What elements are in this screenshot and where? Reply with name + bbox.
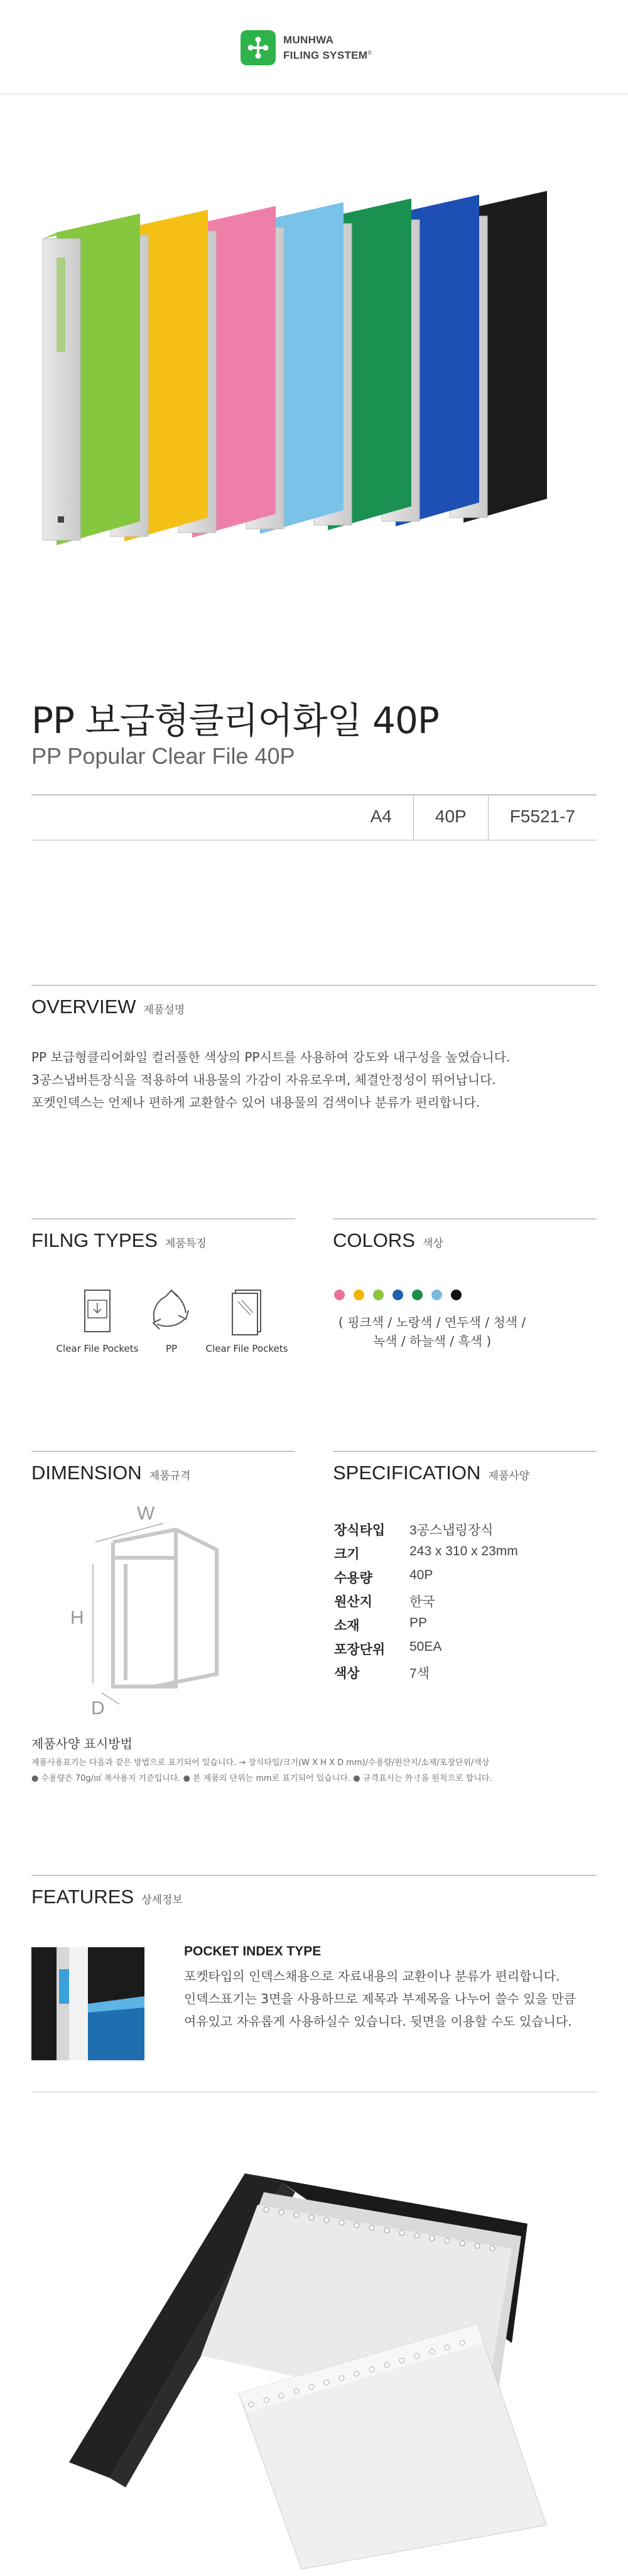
filing-type-label: Clear File Pockets bbox=[56, 1343, 139, 1354]
spec-row bbox=[334, 1568, 518, 1592]
spec-value: 40P bbox=[409, 1568, 433, 1582]
filing-types-title: FILNG TYPES bbox=[31, 1229, 158, 1251]
product-spec-strip bbox=[349, 795, 597, 840]
features-title: FEATURES bbox=[31, 1886, 134, 1908]
registered-mark: ® bbox=[367, 50, 372, 57]
overview-body bbox=[31, 1046, 510, 1114]
dim-w-label: W bbox=[137, 1504, 155, 1524]
pocket-icon bbox=[80, 1288, 115, 1337]
open-binder-illustration bbox=[0, 2136, 628, 2573]
color-swatch bbox=[373, 1290, 384, 1300]
color-swatch bbox=[334, 1290, 345, 1300]
hero-product-image bbox=[0, 94, 628, 603]
overview-title: OVERVIEW bbox=[31, 996, 136, 1018]
filing-type-label: PP bbox=[165, 1343, 178, 1354]
logo-text bbox=[283, 33, 372, 62]
dimension-diagram bbox=[57, 1504, 239, 1718]
color-swatch bbox=[354, 1290, 364, 1300]
divider bbox=[333, 1451, 597, 1452]
features-subtitle: 상세정보 bbox=[141, 1894, 183, 1906]
spec-key: 크기 bbox=[334, 1546, 360, 1562]
spec-key: 포장단위 bbox=[334, 1642, 386, 1657]
site-header bbox=[0, 0, 628, 94]
divider bbox=[31, 1875, 597, 1876]
spec-value: 한국 bbox=[409, 1595, 435, 1609]
spec-row bbox=[334, 1520, 518, 1544]
dimension-heading bbox=[31, 1462, 190, 1484]
dimension-subtitle: 제품규격 bbox=[149, 1470, 191, 1482]
feature-thumbnail bbox=[31, 1947, 144, 2060]
overview-line-1: PP 보급형클리어화일 컬러풀한 색상의 PP시트를 사용하여 강도와 내구성을 높였습니다. bbox=[31, 1050, 511, 1065]
color-swatch bbox=[431, 1290, 442, 1300]
overview-line-2: 3공스냅버튼장식을 적용하여 내용물의 가감이 자유로우며, 체결안정성이 뛰어납니다. bbox=[31, 1072, 496, 1087]
colors-heading bbox=[333, 1229, 443, 1252]
spec-value: 3공스냅링장식 bbox=[409, 1523, 494, 1538]
colors-list bbox=[332, 1313, 533, 1350]
spec-row bbox=[334, 1616, 518, 1639]
spec-row bbox=[334, 1663, 518, 1687]
spec-notes-heading: 제품사양 표시방법 bbox=[31, 1736, 133, 1751]
pocket-index-photo bbox=[31, 1947, 144, 2060]
colors-line-2: 녹색 / 하늘색 / 흑색 ) bbox=[372, 1334, 492, 1349]
colors-title: COLORS bbox=[333, 1229, 415, 1251]
brand-logo[interactable] bbox=[241, 30, 372, 65]
feature-item-body bbox=[184, 1965, 598, 2033]
dimension-title: DIMENSION bbox=[31, 1462, 142, 1484]
product-title-korean: PP 보급형클리어화일 40P bbox=[31, 699, 439, 742]
feature-line-3: 여유있고 자유롭게 사용하실수 있습니다. 뒷면을 이용할 수도 있습니다. bbox=[184, 2014, 572, 2029]
colors-subtitle: 색상 bbox=[422, 1237, 443, 1250]
binder-lineup-illustration bbox=[0, 94, 628, 603]
divider bbox=[31, 985, 597, 986]
dim-h-label: H bbox=[70, 1607, 84, 1628]
specification-subtitle: 제품사양 bbox=[488, 1470, 530, 1482]
spec-key: 원산지 bbox=[334, 1594, 372, 1609]
product-title-english: PP Popular Clear File 40P bbox=[31, 743, 295, 769]
spec-value: 7색 bbox=[409, 1666, 430, 1681]
logo-line-2-text: FILING SYSTEM bbox=[283, 49, 368, 62]
feature-line-2: 인덱스표기는 3면을 사용하므로 제목과 부제목을 나누어 쓸수 있을 만큼 bbox=[184, 1991, 576, 2006]
spec-size: A4 bbox=[370, 807, 392, 826]
spec-capacity: 40P bbox=[413, 795, 488, 840]
logo-mark-icon bbox=[241, 30, 276, 65]
feature-line-1: 포켓타입의 인덱스채용으로 자료내용의 교환이나 분류가 편리합니다. bbox=[184, 1969, 560, 1984]
overview-subtitle: 제품설명 bbox=[143, 1004, 185, 1016]
spec-row bbox=[334, 1544, 518, 1568]
colors-line-1: ( 핑크색 / 노랑색 / 연두색 / 청색 / bbox=[338, 1315, 526, 1330]
recycle-icon bbox=[147, 1288, 196, 1337]
spec-key: 소재 bbox=[334, 1618, 360, 1633]
spec-model: F5521-7 bbox=[488, 795, 597, 840]
spec-key: 색상 bbox=[334, 1666, 360, 1681]
spec-value: PP bbox=[409, 1616, 428, 1630]
clear-file-icon bbox=[229, 1288, 264, 1337]
spec-key: 수용량 bbox=[334, 1570, 372, 1585]
feature-item-title: POCKET INDEX TYPE bbox=[184, 1944, 322, 1959]
color-swatch bbox=[451, 1290, 462, 1300]
divider bbox=[31, 1451, 295, 1452]
features-heading bbox=[31, 1886, 183, 1908]
color-swatch bbox=[392, 1290, 403, 1300]
spec-notes-line-1: 제품사용표기는 다음과 같은 방법으로 표기되어 있습니다. → 장식타입/크기(W X H X D mm)/수용량/원산지/소재/포장단위/색상 bbox=[31, 1758, 490, 1768]
overview-line-3: 포켓인덱스는 언제나 편하게 교환할수 있어 내용물의 검색이나 분류가 편리합니다. bbox=[31, 1095, 480, 1110]
logo-line-1: MUNHWA bbox=[283, 34, 334, 46]
filing-types-heading bbox=[31, 1229, 207, 1252]
specification-heading bbox=[333, 1462, 529, 1484]
spec-value: 243 x 310 x 23mm bbox=[409, 1544, 518, 1558]
overview-heading bbox=[31, 996, 185, 1018]
spec-table bbox=[334, 1520, 518, 1687]
filing-type-label: Clear File Pockets bbox=[205, 1343, 288, 1354]
spec-row bbox=[334, 1592, 518, 1616]
filing-type-item bbox=[200, 1288, 294, 1354]
filing-types-subtitle: 제품특징 bbox=[165, 1237, 207, 1250]
color-swatches bbox=[334, 1290, 462, 1300]
spec-value: 50EA bbox=[409, 1639, 442, 1654]
spec-row bbox=[334, 1639, 518, 1663]
logo-line-2 bbox=[283, 46, 372, 62]
spec-key: 장식타입 bbox=[334, 1523, 386, 1538]
spec-notes-line-2: ● 수용량은 70g/㎡ 복사용지 기준입니다. ● 본 제품의 단위는 mm로 표기되어 있습니다. ● 규격표시는 外寸을 원칙으로 합니다. bbox=[31, 1774, 492, 1783]
color-swatch bbox=[412, 1290, 423, 1300]
open-binder-photo bbox=[0, 2136, 628, 2573]
binder bbox=[43, 214, 140, 545]
specification-title: SPECIFICATION bbox=[333, 1462, 481, 1484]
dim-d-label: D bbox=[91, 1698, 105, 1718]
